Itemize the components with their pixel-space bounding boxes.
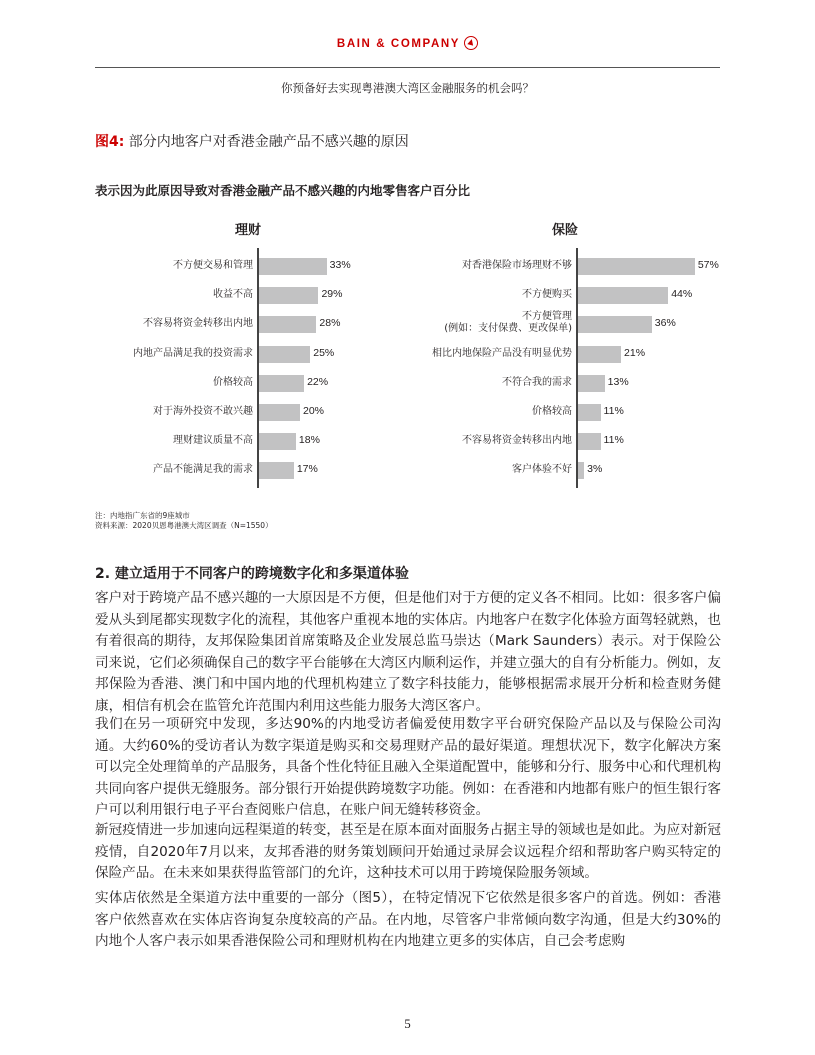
bar-value-label: 17% bbox=[296, 463, 318, 476]
bar-label: 相比内地保险产品没有明显优势 bbox=[432, 347, 572, 359]
bar-label: 对香港保险市场理财不够 bbox=[462, 260, 572, 271]
bar bbox=[259, 433, 296, 450]
bar-value-label: 13% bbox=[607, 375, 629, 388]
left-chart-axis bbox=[257, 248, 259, 488]
bar bbox=[259, 375, 304, 392]
figure-title bbox=[95, 131, 409, 151]
chart-subtitle: 表示因为此原因导致对香港金融产品不感兴趣的内地零售客户百分比 bbox=[95, 183, 471, 198]
figure-title-text: 部分内地客户对香港金融产品不感兴趣的原因 bbox=[128, 134, 409, 150]
paragraph-1: 客户对于跨境产品不感兴趣的一大原因是不方便，但是他们对于方便的定义各不相同。比如：很多客户偏爱从头到尾都实现数字化的流程，其他客户重视本地的实体店。内地客户在数字化体验方面驾轻就熟，也有着很高的期待，友邦保险集团首席策略及企业发展总监马崇达（Mark Saunders）表示。对于保险公司来说，它们必须确保自己的数字平台能够在大湾区内顺利运作，并建立强大的自有分析能力。例如，友邦保险为香港、澳门和中国内地的代理机构建立了数字科技能力，能够根据需求展开分析和检查财务健康，相信有机会在监管允许范围内利用这些能力服务大湾区客户。 bbox=[95, 590, 721, 714]
bar-label: 内地产品满足我的投资需求 bbox=[133, 347, 253, 359]
brand-header bbox=[0, 36, 815, 50]
bar-label-line1: 不方便管理 bbox=[522, 311, 572, 323]
bar bbox=[259, 346, 310, 363]
bar-label: 收益不高 bbox=[213, 289, 253, 301]
bar-value-label: 57% bbox=[697, 259, 719, 271]
bar bbox=[259, 404, 300, 421]
bar-label bbox=[444, 311, 572, 335]
brand-name: BAIN & COMPANY bbox=[336, 38, 461, 50]
bar bbox=[578, 316, 652, 333]
bar-value-label: 22% bbox=[307, 375, 329, 388]
right-chart-axis bbox=[576, 248, 578, 488]
bar-value-label: 20% bbox=[303, 405, 325, 417]
bar-value-label: 25% bbox=[313, 346, 335, 359]
bar-value-label: 11% bbox=[603, 434, 624, 447]
bar-label: 产品不能满足我的需求 bbox=[153, 464, 253, 476]
bar bbox=[578, 433, 601, 450]
bar bbox=[578, 287, 668, 304]
paragraph-3: 新冠疫情进一步加速向远程渠道的转变，甚至是在原本面对面服务占据主导的领域也是如此。为应对新冠疫情，自2020年7月以来，友邦香港的财务策划顾问开始通过录屏会议远程介绍和帮助客户购买特定的保险产品。在未来如果获得监管部门的允许，这种技术可以用于跨境保险服务领域。 bbox=[95, 822, 721, 882]
bar-value-label: 3% bbox=[587, 463, 603, 476]
bar-label-line2: (例如：支付保费、更改保单) bbox=[444, 323, 572, 335]
bar bbox=[578, 346, 621, 363]
bar-label: 不符合我的需求 bbox=[502, 376, 572, 388]
bar-label: 不方便交易和管理 bbox=[173, 260, 253, 271]
bar-label: 理财建议质量不高 bbox=[173, 435, 253, 447]
figure-number: 图4: bbox=[95, 134, 125, 150]
bar-value-label: 11% bbox=[603, 405, 624, 417]
right-chart-title: 保险 bbox=[551, 223, 578, 238]
bar bbox=[578, 258, 695, 275]
header-divider bbox=[95, 67, 720, 68]
bar-value-label: 33% bbox=[329, 259, 351, 271]
paragraph-2: 我们在另一项研究中发现，多达90%的内地受访者偏爱使用数字平台研究保险产品以及与保险公司沟通。大约60%的受访者认为数字渠道是购买和交易理财产品的最好渠道。理想状况下，数字化解决方案可以完全处理简单的产品服务，具备个性化特征且融入全渠道配置中，能够和分行、服务中心和代理机构共同向客户提供无缝服务。部分银行开始提供跨境数字功能。例如：在香港和内地都有账户的恒生银行客户可以利用银行电子平台查阅账户信息，在账户间无缝转移资金。 bbox=[95, 716, 721, 819]
figure-notes bbox=[95, 511, 273, 531]
bar-value-label: 21% bbox=[624, 346, 646, 359]
bar bbox=[259, 462, 294, 479]
bar-label: 价格较高 bbox=[532, 406, 572, 417]
bar-label: 不容易将资金转移出内地 bbox=[462, 435, 572, 447]
page-number: 5 bbox=[404, 1016, 411, 1031]
bar-label: 价格较高 bbox=[213, 376, 253, 388]
bar bbox=[259, 316, 316, 333]
bar-value-label: 29% bbox=[321, 288, 343, 301]
bain-circle-logo-icon bbox=[464, 36, 478, 50]
bar-value-label: 36% bbox=[654, 317, 676, 330]
bar bbox=[578, 404, 601, 421]
source-line: 资料来源：2020贝恩粤港澳大湾区调查（N=1550） bbox=[95, 521, 273, 530]
bar bbox=[259, 258, 327, 275]
bar bbox=[259, 287, 318, 304]
bar-label: 对于海外投资不敢兴趣 bbox=[153, 406, 253, 417]
left-chart-title: 理财 bbox=[234, 223, 261, 238]
bar-value-label: 18% bbox=[298, 434, 320, 447]
section-heading: 2. 建立适用于不同客户的跨境数字化和多渠道体验 bbox=[95, 566, 409, 582]
bar-label: 不容易将资金转移出内地 bbox=[143, 318, 253, 330]
note-line: 注：内地指广东省的9座城市 bbox=[95, 511, 190, 520]
report-title: 你预备好去实现粤港澳大湾区金融服务的机会吗？ bbox=[281, 81, 534, 95]
bar-label: 不方便购买 bbox=[522, 289, 572, 301]
bar-label: 客户体验不好 bbox=[512, 464, 572, 476]
bar-value-label: 28% bbox=[319, 317, 341, 330]
bar bbox=[578, 375, 605, 392]
bar-value-label: 44% bbox=[671, 288, 693, 301]
paragraph-4: 实体店依然是全渠道方法中重要的一部分（图5），在特定情况下它依然是很多客户的首选。例如：香港客户依然喜欢在实体店咨询复杂度较高的产品。在内地，尽管客户非常倾向数字沟通，但是大约30%的内地个人客户表示如果香港保险公司和理财机构在内地建立更多的实体店，自己会考虑购 bbox=[95, 890, 721, 950]
bar bbox=[578, 462, 584, 479]
